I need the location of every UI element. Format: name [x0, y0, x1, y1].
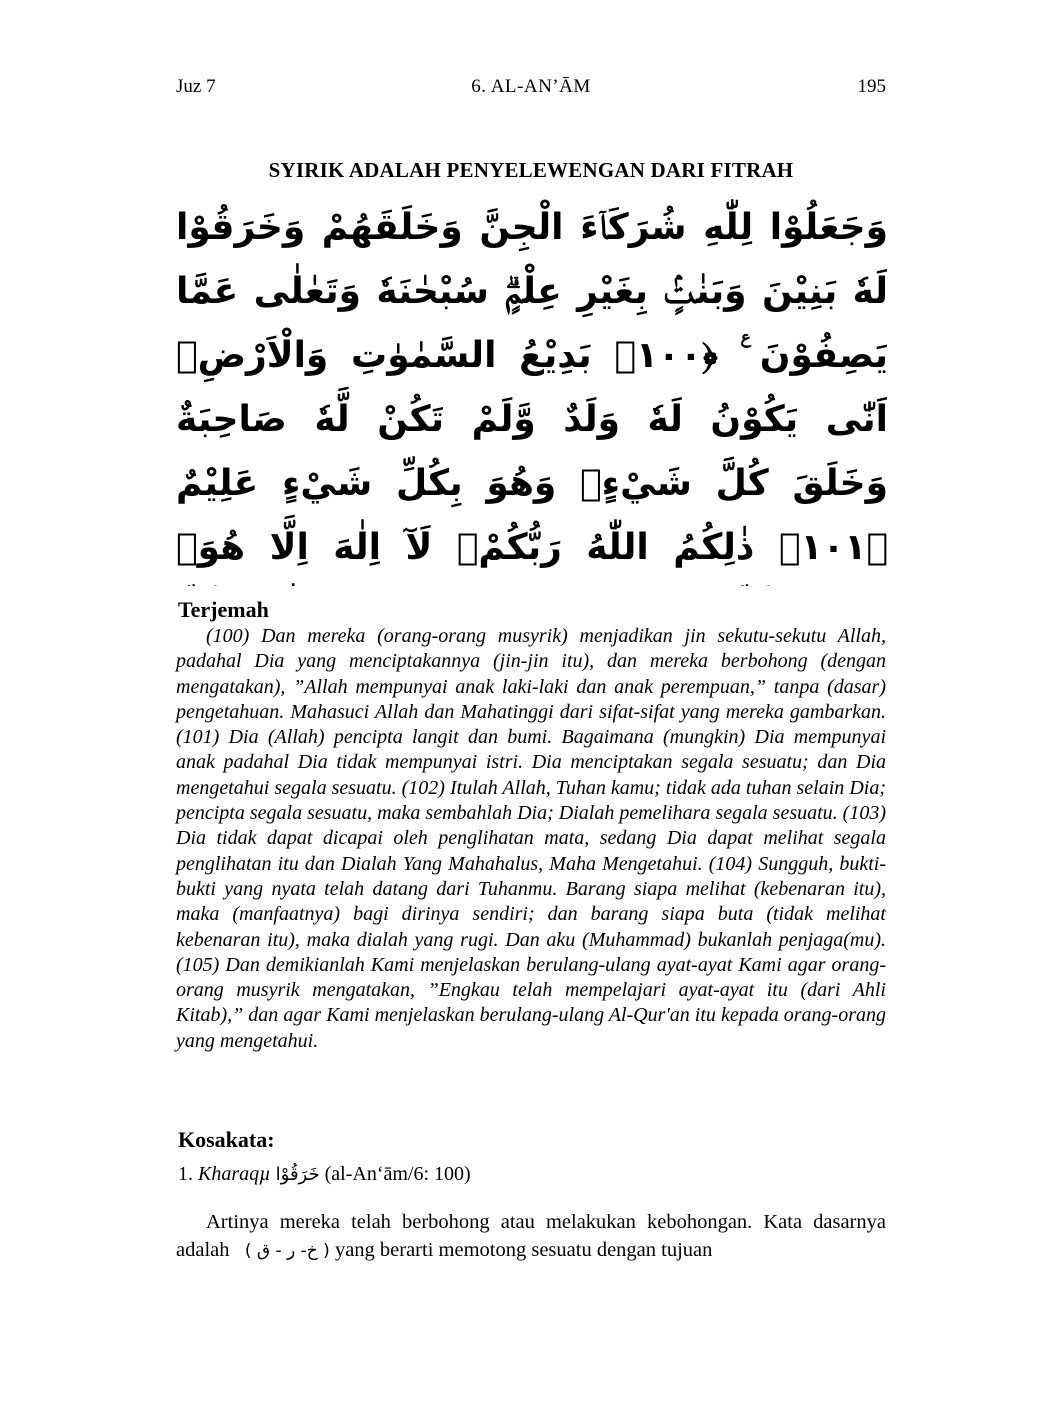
surah-label: 6. AL-AN’ĀM — [471, 76, 591, 97]
terjemah-heading: Terjemah — [178, 597, 269, 622]
kosakata-heading: Kosakata: — [178, 1127, 275, 1152]
vocab-item — [178, 1163, 471, 1186]
explanation-text-after: yang berarti memotong sesuatu dengan tujuan — [334, 1239, 713, 1261]
section-title: SYIRIK ADALAH PENYELEWENGAN DARI FITRAH — [268, 158, 794, 182]
vocab-arabic: خَرَقُوْا — [275, 1164, 320, 1185]
arabic-verses: وَجَعَلُوْا لِلّٰهِ شُرَكَاۤءَ الْجِنَّ وَخَلَقَهُمْ وَخَرَقُوْا لَهٗ بَنِيْنَ وَبَنٰتٍۢ بِغَيْرِ عِلْمٍۗ سُبْحٰنَهٗ وَتَعٰلٰى عَمَّا يَصِفُوْنَ ࣖ ﴿١٠٠﴾ بَدِيْعُ السَّمٰوٰتِ وَالْاَرْضِۗ اَنّٰى يَكُوْنُ لَهٗ وَلَدٌ وَّلَمْ تَكُنْ لَّهٗ صَاحِبَةٌ ۗوَخَلَقَ كُلَّ شَيْءٍۚ وَهُوَ بِكُلِّ شَيْءٍ عَلِيْمٌ ﴿١٠١﴾ ذٰلِكُمُ اللّٰهُ رَبُّكُمْۚ لَآ اِلٰهَ اِلَّا هُوَۚ — [176, 207, 888, 568]
vocab-reference: (al-An‘ām/6: 100) — [324, 1163, 471, 1185]
translation-text: (100) Dan mereka (orang-orang musyrik) menjadikan jin sekutu-sekutu Allah, padahal Dia yang menciptakannya (jin-jin itu), dan mereka berbohong (dengan mengatakan), ”Allah mempunyai anak laki-laki dan anak perempuan,” tanpa (dasar) pengetahuan. Mahasuci Allah dan Mahatinggi dari sifat-sifat yang mereka gambarkan. (101) Dia (Allah) pencipta langit dan bumi. Bagaimana (mungkin) Dia mempunyai anak padahal Dia tidak mempunyai istri. Dia menciptakan segala sesuatu; dan Dia mengetahui segala sesuatu. (102) Itulah Allah, Tuhan kamu; tidak ada tuhan selain Dia; pencipta segala sesuatu, maka sembahlah Dia; Dialah pemelihara segala sesuatu. (103) Dia tidak dapat dicapai oleh penglihatan mata, sedang Dia dapat melihat segala penglihatan itu dan Dialah Yang Mahahalus, Maha Mengetahui. (104) Sungguh, bukti-bukti yang nyata telah datang dari Tuhanmu. Barang siapa melihat (kebenaran itu), maka (manfaatnya) bagi dirinya sendiri; dan barang siapa buta (tidak melihat kebenaran itu), maka dialah yang rugi. Dan aku (Muhammad) bukanlah penjaga(mu). (105) Dan demikianlah Kami menjelaskan berulang-ulang ayat-ayat Kami agar orang-orang musyrik mengatakan, ”Engkau telah mempelajari ayat-ayat itu (dari Ahli Kitab),” dan agar Kami menjelaskan berulang-ulang Al-Qur'an itu kepada orang-orang yang mengetahui. — [176, 625, 886, 1052]
page-number: 195 — [857, 76, 886, 97]
explanation-arabic-root: ( خ- ر - ق ) — [244, 1241, 330, 1261]
juz-label: Juz 7 — [176, 76, 216, 97]
vocab-explanation — [176, 1208, 886, 1265]
vocab-term: Kharaqµ — [198, 1163, 271, 1185]
vocab-number: 1. — [178, 1163, 193, 1185]
explanation-text-before: Artinya mereka telah berbohong atau melakukan kebohongan. Kata dasarnya adalah — [176, 1211, 886, 1261]
page-header — [176, 76, 886, 104]
